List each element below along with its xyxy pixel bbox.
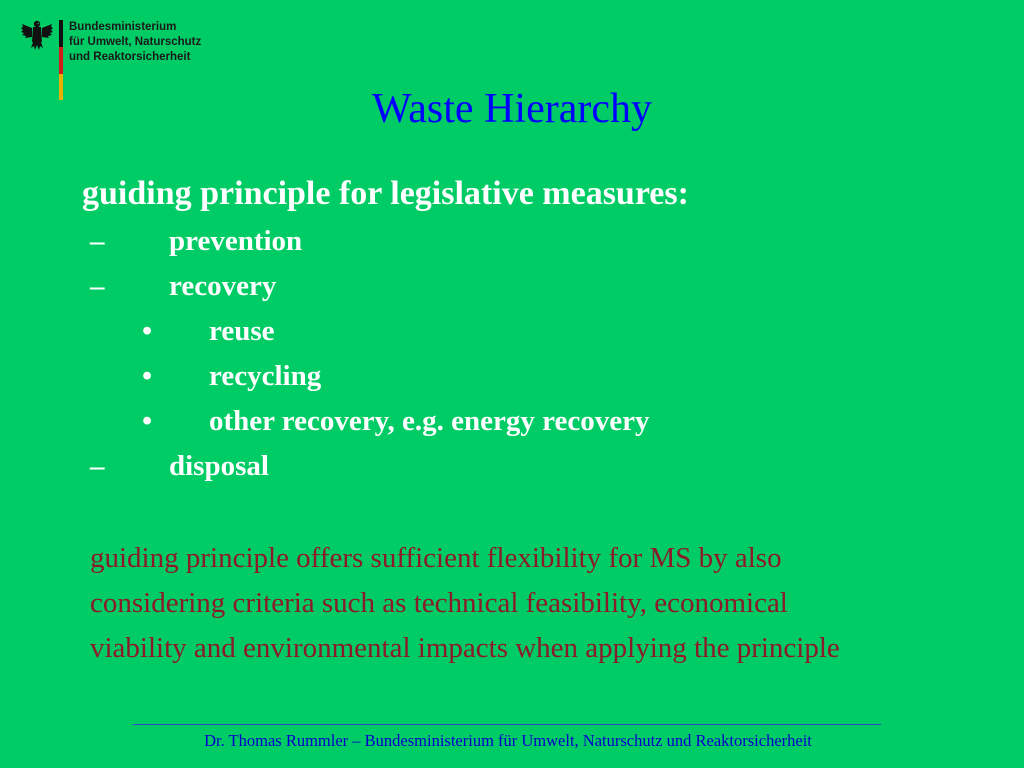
ministry-line: für Umwelt, Naturschutz	[69, 36, 202, 48]
federal-eagle-icon	[20, 18, 54, 52]
footer-text: Dr. Thomas Rummler – Bundesministerium für Umwelt, Naturschutz und Reaktorsicherheit	[204, 731, 812, 750]
footer-divider	[133, 724, 881, 725]
note-line: considering criteria such as technical feasibility, economical	[90, 587, 788, 619]
bullet-marker: •	[142, 360, 153, 392]
dash-marker: –	[90, 225, 105, 257]
note-line: viability and environmental impacts when applying the principle	[90, 632, 840, 664]
dash-marker: –	[90, 450, 105, 482]
list-item-recycling: recycling	[209, 360, 322, 392]
list-item-disposal: disposal	[169, 450, 269, 482]
list-item-reuse: reuse	[209, 315, 275, 347]
list-item-recovery: recovery	[169, 270, 277, 302]
list-item-other-recovery: other recovery, e.g. energy recovery	[209, 405, 650, 437]
section-heading: guiding principle for legislative measures:	[82, 175, 689, 212]
ministry-line: und Reaktorsicherheit	[69, 51, 191, 63]
bullet-marker: •	[142, 315, 153, 347]
list-item-prevention: prevention	[169, 225, 303, 257]
ministry-line: Bundesministerium	[69, 21, 177, 33]
principle-note	[90, 536, 990, 671]
bullet-marker: •	[142, 405, 153, 437]
slide-title: Waste Hierarchy	[372, 86, 652, 132]
dash-marker: –	[90, 270, 105, 302]
ministry-name	[69, 20, 201, 65]
note-line: guiding principle offers sufficient flexibility for MS by also	[90, 542, 782, 574]
